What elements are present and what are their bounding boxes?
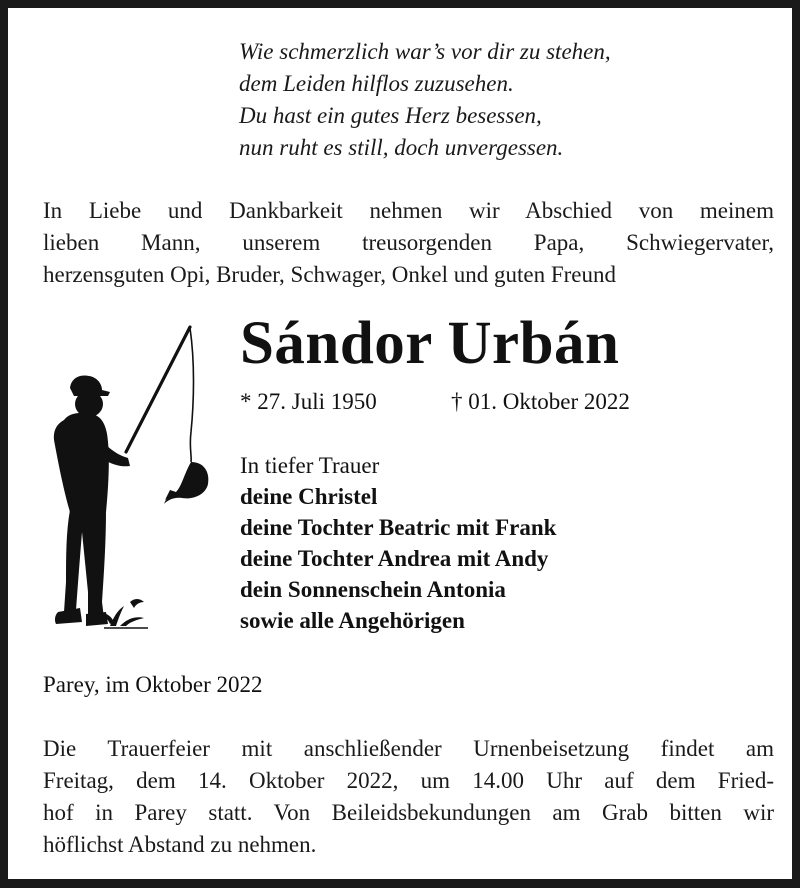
mourners-list: [240, 450, 556, 636]
deceased-name: Sándor Urbán: [240, 310, 620, 377]
mourner: deine Tochter Andrea mit Andy: [240, 546, 549, 571]
birth-date: * 27. Juli 1950: [240, 389, 377, 414]
service-line: Die Trauerfeier mit anschließender Urnenbeisetzung findet am: [43, 736, 774, 761]
memorial-poem: [239, 36, 799, 164]
place-date: Parey, im Oktober 2022: [43, 672, 263, 697]
intro-line: lieben Mann, unserem treusorgenden Papa, Schwiegervater,: [43, 230, 774, 255]
service-line: höflichst Abstand zu nehmen.: [43, 832, 317, 857]
life-dates: [240, 386, 630, 418]
poem-line: Du hast ein gutes Herz besessen,: [239, 103, 542, 128]
farewell-intro: [43, 195, 774, 291]
poem-line: Wie schmerzlich war’s vor dir zu stehen,: [239, 39, 611, 64]
mourner: dein Sonnenschein Antonia: [240, 577, 506, 602]
intro-line: In Liebe und Dankbarkeit nehmen wir Abschied von meinem: [43, 198, 774, 223]
intro-line: herzensguten Opi, Bruder, Schwager, Onkel und guten Freund: [43, 262, 617, 287]
fisherman-silhouette-icon: [44, 322, 216, 634]
service-line: Freitag, dem 14. Oktober 2022, um 14.00 Uhr auf dem Fried-: [43, 768, 774, 793]
service-line: hof in Parey statt. Von Beileidsbekundungen am Grab bitten wir: [43, 800, 774, 825]
mourner: deine Christel: [240, 484, 378, 509]
mourner: deine Tochter Beatric mit Frank: [240, 515, 557, 540]
service-notice: [43, 733, 774, 861]
mourning-lead: In tiefer Trauer: [240, 453, 380, 478]
mourner: sowie alle Angehörigen: [240, 608, 465, 633]
death-date: † 01. Oktober 2022: [451, 389, 630, 414]
poem-line: dem Leiden hilflos zuzusehen.: [239, 71, 514, 96]
poem-line: nun ruht es still, doch unvergessen.: [239, 135, 564, 160]
